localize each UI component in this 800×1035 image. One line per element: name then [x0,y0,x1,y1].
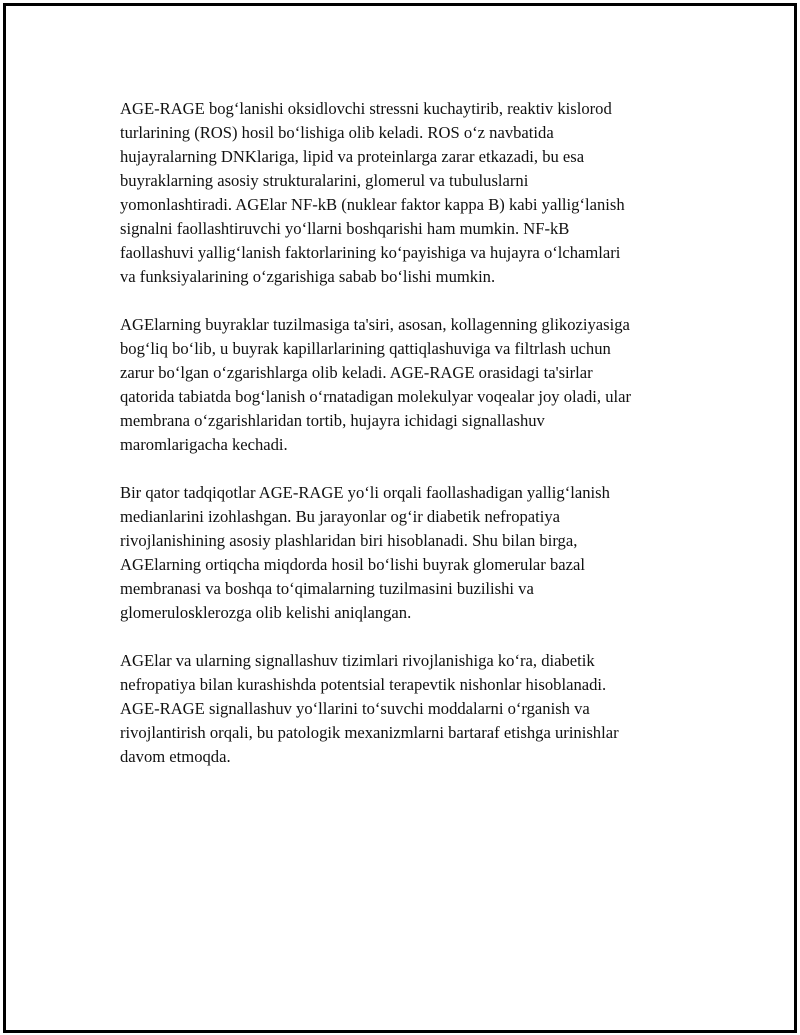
text-line: turlarining (ROS) hosil bo‘lishiga olib keladi. ROS o‘z navbatida [120,123,554,142]
text-line: nefropatiya bilan kurashishda potentsial terapevtik nishonlar hisoblanadi. [120,675,607,694]
document-body [120,97,700,793]
text-line: AGElar va ularning signallashuv tizimlari rivojlanishiga ko‘ra, diabetik [120,651,595,670]
text-line: bog‘liq bo‘lib, u buyrak kapillarlarining qattiqlashuviga va filtrlash uchun [120,339,611,358]
text-line: AGE-RAGE signallashuv yo‘llarini to‘suvchi moddalarni o‘rganish va [120,699,590,718]
text-line: membranasi va boshqa to‘qimalarning tuzilmasini buzilishi va [120,579,534,598]
text-line: Bir qator tadqiqotlar AGE-RAGE yo‘li orqali faollashadigan yallig‘lanish [120,483,610,502]
text-line: faollashuvi yallig‘lanish faktorlarining ko‘payishiga va hujayra o‘lchamlari [120,243,621,262]
text-line: glomerulosklerozga olib kelishi aniqlangan. [120,603,412,622]
text-line: signalni faollashtiruvchi yo‘llarni boshqarishi ham mumkin. NF-kB [120,219,570,238]
paragraph-4 [120,649,700,769]
text-line: hujayralarning DNKlariga, lipid va proteinlarga zarar etkazadi, bu esa [120,147,585,166]
text-line: AGE-RAGE bog‘lanishi oksidlovchi stressni kuchaytirib, reaktiv kislorod [120,99,612,118]
text-line: va funksiyalarining o‘zgarishiga sabab bo‘lishi mumkin. [120,267,496,286]
text-line: zarur bo‘lgan o‘zgarishlarga olib keladi. AGE-RAGE orasidagi ta'sirlar [120,363,593,382]
text-line: AGElarning ortiqcha miqdorda hosil bo‘lishi buyrak glomerular bazal [120,555,585,574]
paragraph-3 [120,481,700,625]
paragraph-2 [120,313,700,457]
text-line: buyraklarning asosiy strukturalarini, glomerul va tubuluslarni [120,171,529,190]
page-frame [3,3,797,1033]
text-line: davom etmoqda. [120,747,231,766]
text-line: membrana o‘zgarishlaridan tortib, hujayra ichidagi signallashuv [120,411,545,430]
text-line: maromlarigacha kechadi. [120,435,288,454]
text-line: medianlarini izohlashgan. Bu jarayonlar og‘ir diabetik nefropatiya [120,507,561,526]
text-line: rivojlanishining asosiy plashlaridan biri hisoblanadi. Shu bilan birga, [120,531,578,550]
text-line: yomonlashtiradi. AGElar NF-kB (nuklear faktor kappa B) kabi yallig‘lanish [120,195,625,214]
text-line: rivojlantirish orqali, bu patologik mexanizmlarni bartaraf etishga urinishlar [120,723,619,742]
text-line: qatorida tabiatda bog‘lanish o‘rnatadigan molekulyar voqealar joy oladi, ular [120,387,632,406]
text-line: AGElarning buyraklar tuzilmasiga ta'siri, asosan, kollagenning glikoziyasiga [120,315,630,334]
paragraph-1 [120,97,700,289]
